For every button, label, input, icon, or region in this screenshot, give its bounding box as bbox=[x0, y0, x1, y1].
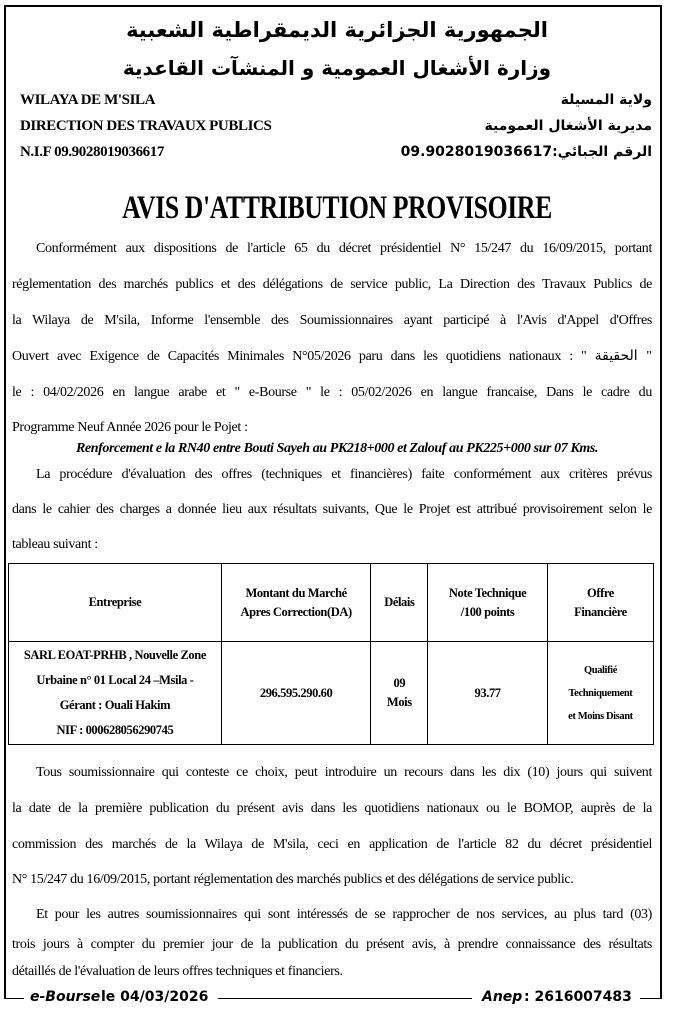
text-line: Tous soumissionnaire qui conteste ce choix, peut introduire un recours dans les dix (10) jours qui suivent bbox=[36, 765, 652, 780]
text-line: N° 15/247 du 16/09/2015, portant réglementation des marchés publics et des délégations de service public. bbox=[12, 872, 574, 887]
cell-entreprise: SARL EOAT-PRHB , Nouvelle Zone Urbaine n° 01 Local 24 –Msila - Gérant : Ouali Hakim NIF : 000628056290745 bbox=[9, 642, 222, 745]
header-note: Note Technique /100 points bbox=[428, 564, 548, 642]
text-line: Programme Neuf Année 2026 pour le Pojet : bbox=[12, 420, 248, 435]
nif-label-ar: الرقم الجبائي:09.9028019036617 bbox=[400, 144, 652, 160]
text-line: La procédure d'évaluation des offres (techniques et financières) faite conformément aux critères prévus bbox=[36, 467, 652, 482]
wilaya-label: WILAYA DE M'SILA bbox=[20, 92, 156, 108]
arabic-republic-title: الجمهورية الجزائرية الديمقراطية الشعبية bbox=[126, 18, 548, 42]
cell-montant: 296.595.290.60 bbox=[221, 642, 371, 745]
header-entreprise: Entreprise bbox=[9, 564, 222, 642]
text-line: trois jours à compter du premier jour de la publication du présent avis, à prendre connaissance des résultats bbox=[12, 937, 652, 952]
project-title: Renforcement e la RN40 entre Bouti Sayeh au PK218+000 et Zalouf au PK225+000 sur 07 Kms. bbox=[75, 441, 599, 456]
text-line: commission des marchés de la Wilaya de M'sila, ceci en application de l'article 82 du décret présidentiel bbox=[12, 837, 652, 852]
text-line: tableau suivant : bbox=[12, 537, 98, 552]
text-line: détaillés de l'évaluation de leurs offres techniques et financiers. bbox=[12, 964, 343, 979]
footer-anep-number: : 2616007483 bbox=[524, 989, 632, 1005]
text-line: Conformément aux dispositions de l'article 65 du décret présidentiel N° 15/247 du 16/09/2015, portant bbox=[36, 241, 652, 256]
text-line: le : 04/02/2026 en langue arabe et " e-Bourse " le : 05/02/2026 en langue francaise, Dans le cadre du bbox=[12, 385, 652, 400]
footer-anep-label: Anep bbox=[482, 989, 523, 1005]
text-line: dans le cahier des charges a donnée lieu aux résultats suivants, Que le Projet est attribué provisoirement selon le bbox=[12, 502, 652, 517]
cell-delais: 09 Mois bbox=[371, 642, 428, 745]
footer-rule bbox=[4, 998, 24, 999]
wilaya-label-ar: ولاية المسيلة bbox=[560, 92, 652, 108]
header-offre: Offre Financière bbox=[547, 564, 653, 642]
arabic-ministry-title: وزارة الأشغال العمومية و المنشآت القاعدية bbox=[122, 56, 552, 80]
nif-label: N.I.F 09.9028019036617 bbox=[20, 144, 164, 160]
footer-publication: e-Bourse bbox=[30, 989, 101, 1005]
table-header-row bbox=[9, 564, 654, 642]
cell-note: 93.77 bbox=[428, 642, 548, 745]
cell-offre: Qualifié Techniquement et Moins Disant bbox=[547, 642, 653, 745]
direction-label-ar: مديرية الأشغال العمومية bbox=[484, 118, 652, 134]
footer bbox=[0, 987, 674, 1009]
header-delais: Délais bbox=[371, 564, 428, 642]
text-line: Ouvert avec Exigence de Capacités Minimales N°05/2026 paru dans les quotidiens nationaux : " الحقيقة " bbox=[12, 349, 653, 364]
table-row bbox=[9, 642, 654, 745]
footer-date: le 04/03/2026 bbox=[101, 989, 209, 1005]
notice-title: AVIS D'ATTRIBUTION PROVISOIRE bbox=[122, 190, 552, 226]
attribution-table bbox=[8, 563, 654, 745]
footer-rule bbox=[218, 998, 472, 999]
header-montant: Montant du Marché Apres Correction(DA) bbox=[221, 564, 371, 642]
text-line: Et pour les autres soumissionnaires qui sont intéressés de se rapprocher de nos services, au plus tard (03) bbox=[36, 907, 652, 922]
text-line: la date de la première publication du présent avis dans les quotidiens nationaux ou le BOMOP, auprès de la bbox=[12, 801, 652, 816]
direction-label: DIRECTION DES TRAVAUX PUBLICS bbox=[20, 118, 272, 134]
text-line: réglementation des marchés publics et des délégations de service public, La Direction des Travaux Publics de bbox=[12, 277, 652, 292]
text-line: la Wilaya de M'sila, Informe l'ensemble des Soumissionnaires ayant participé à l'Avis d'Appel d'Offres bbox=[12, 313, 652, 328]
footer-rule bbox=[640, 998, 662, 999]
